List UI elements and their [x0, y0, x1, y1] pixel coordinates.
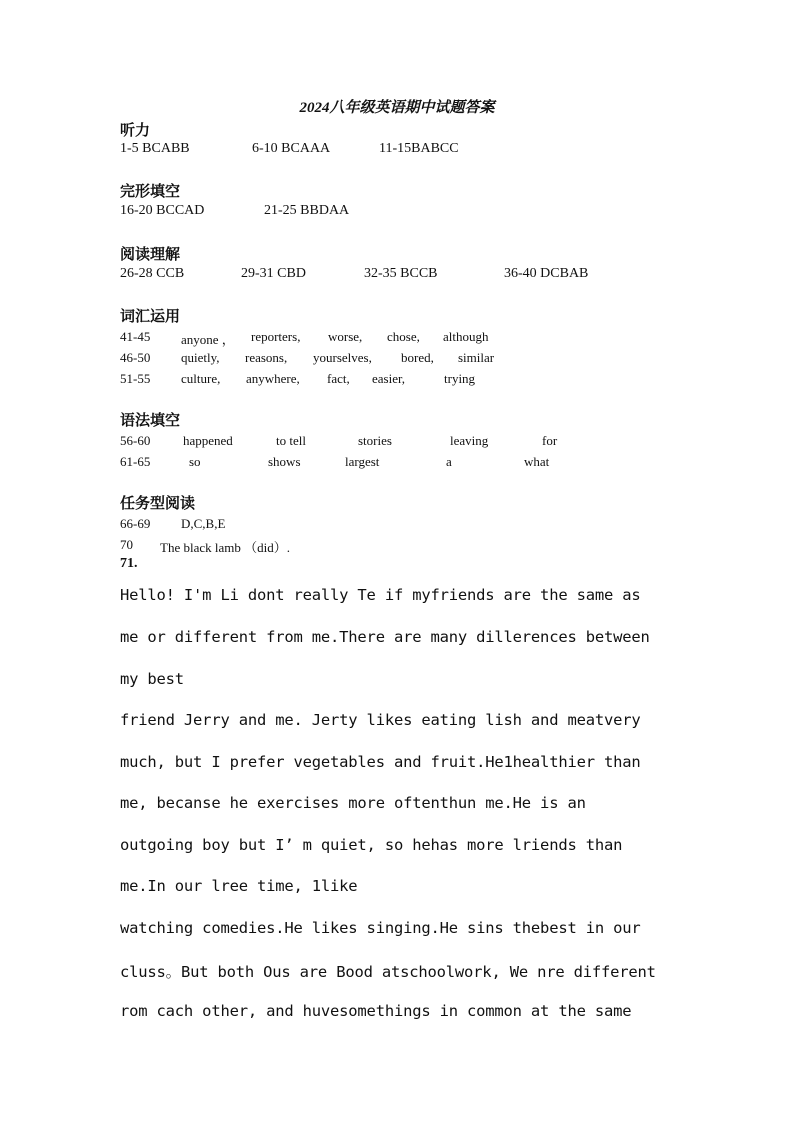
answer-word: stories — [358, 433, 392, 448]
answer-word: The black lamb （did）. — [160, 540, 290, 555]
essay-line: much, but I prefer vegetables and fruit.He1healthier than — [120, 753, 641, 771]
answer-group: 6-10 BCAAA — [252, 141, 331, 156]
answer-word: so — [189, 454, 201, 469]
answer-group: 11-15BABCC — [379, 141, 459, 156]
answer-word: bored, — [401, 350, 434, 365]
answer-word: for — [542, 433, 558, 448]
essay-line: rom cach other, and huvesomethings in common at the same — [120, 1002, 632, 1020]
answer-word: a — [446, 454, 452, 469]
answer-word: largest — [345, 454, 380, 469]
answer-word: what — [524, 454, 550, 469]
section-heading-grammar: 语法填空 — [120, 411, 181, 429]
answer-group: 16-20 BCCAD — [120, 203, 205, 218]
section-heading-vocabulary: 词汇运用 — [120, 307, 181, 325]
essay-line: me.In our lree time, 1like — [120, 877, 358, 895]
essay-line: watching comedies.He likes singing.He sins thebest in our — [120, 919, 641, 937]
question-range: 66-69 — [120, 516, 151, 531]
answer-group: 1-5 BCABB — [120, 141, 190, 156]
answer-group: 29-31 CBD — [241, 266, 306, 281]
answer-word: culture, — [181, 371, 221, 386]
section-heading-task-reading: 任务型阅读 — [120, 494, 196, 512]
answer-group: 26-28 CCB — [120, 266, 185, 281]
answer-word: quietly, — [181, 350, 220, 365]
question-range: 51-55 — [120, 371, 151, 386]
answer-word: fact, — [327, 371, 350, 386]
answer-group: 32-35 BCCB — [364, 266, 438, 281]
answer-word: similar — [458, 350, 495, 365]
question-number: 70 — [120, 537, 133, 552]
answer-word: reasons, — [245, 350, 288, 365]
answer-group: 36-40 DCBAB — [504, 266, 589, 281]
question-range: 61-65 — [120, 454, 151, 469]
section-heading-reading: 阅读理解 — [120, 245, 181, 263]
page-title: 2024八年级英语期中试题答案 — [299, 100, 495, 116]
answer-group: 21-25 BBDAA — [264, 203, 350, 218]
answer-word: to tell — [276, 433, 306, 448]
answer-word: shows — [268, 454, 301, 469]
answer-word: although — [443, 329, 489, 344]
answer-word: happened — [183, 433, 233, 448]
answer-word: anyone ， — [181, 332, 235, 347]
question-range: 46-50 — [120, 350, 151, 365]
question-range: 41-45 — [120, 329, 151, 344]
essay-line: friend Jerry and me. Jerty likes eating lish and meatvery — [120, 711, 641, 729]
section-heading-listening: 听力 — [120, 121, 151, 139]
section-heading-cloze: 完形填空 — [120, 182, 181, 200]
essay-line: me, becanse he exercises more oftenthun me.He is an — [120, 794, 586, 812]
question-71-label: 71. — [120, 556, 138, 571]
answer-word: D,C,B,E — [181, 516, 226, 531]
answer-word: easier, — [372, 371, 406, 386]
question-range: 56-60 — [120, 433, 151, 448]
answer-word: chose, — [387, 329, 420, 344]
essay-line: my best — [120, 670, 184, 688]
answer-word: reporters, — [251, 329, 301, 344]
essay-line: me or different from me.There are many dillerences between — [120, 628, 650, 646]
answer-word: yourselves, — [313, 350, 372, 365]
answer-word: anywhere, — [246, 371, 300, 386]
answer-word: leaving — [450, 433, 489, 448]
answer-word: trying — [444, 371, 476, 386]
answer-word: worse, — [328, 329, 363, 344]
essay-line: Hello! I'm Li dont really Te if myfriends are the same as — [120, 586, 641, 604]
essay-line: cluss。But both Ous are Bood atschoolwork, We nre different — [120, 963, 656, 981]
essay-line: outgoing boy but I’ m quiet, so hehas more lriends than — [120, 836, 623, 854]
